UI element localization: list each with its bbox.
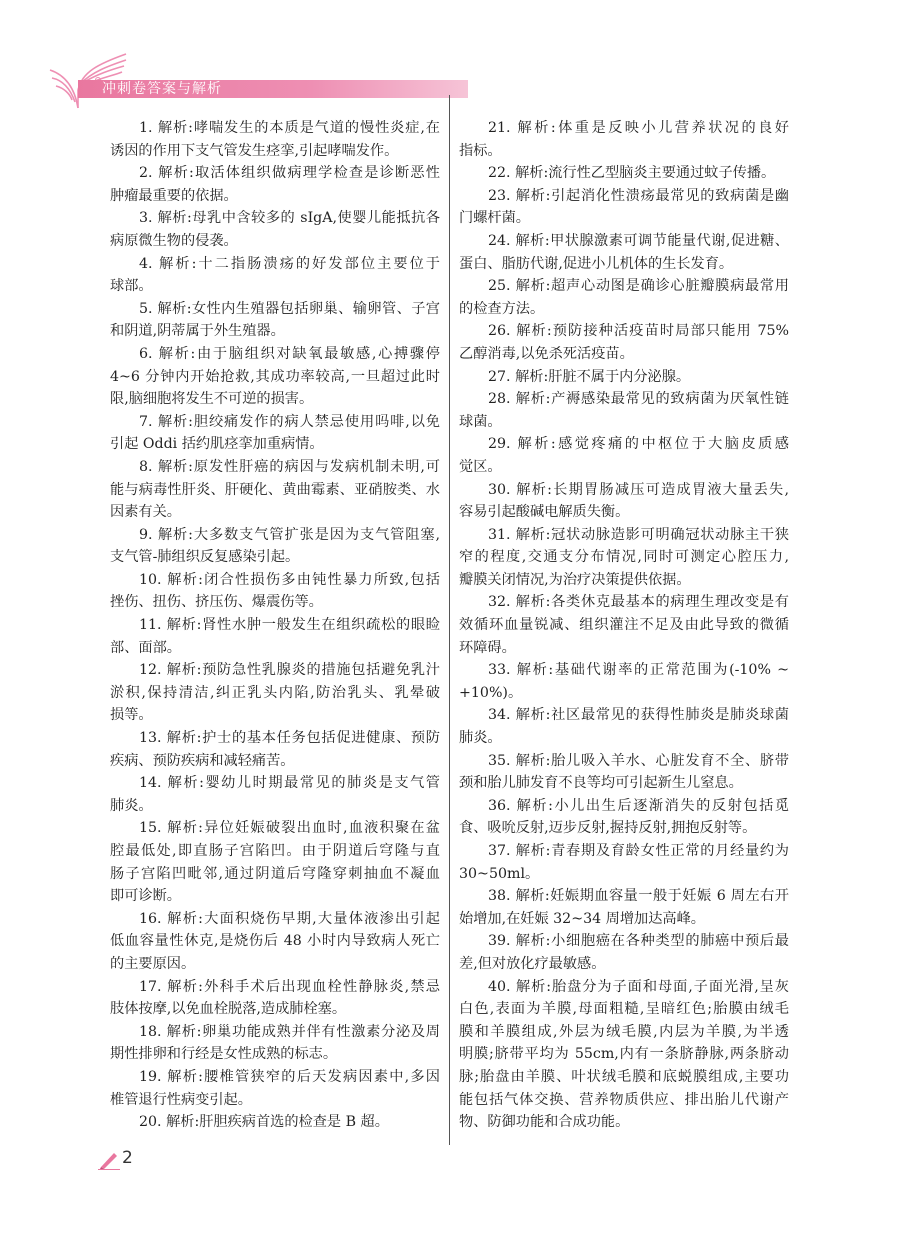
answer-line: 14. 解析:婴幼儿时期最常见的肺炎是支气管 — [139, 775, 440, 792]
answer-item — [459, 162, 789, 185]
answer-item — [110, 411, 440, 456]
answer-line: 肢体按摩,以免血栓脱落,造成肺栓塞。 — [110, 1001, 347, 1018]
answer-line: 31. 解析:冠状动脉造影可明确冠状动脉主干狭 — [488, 526, 789, 543]
answer-item — [459, 117, 789, 162]
answer-line: 12. 解析:预防急性乳腺炎的措施包括避免乳汁 — [139, 662, 440, 679]
answer-item — [110, 569, 440, 614]
answer-line: 25. 解析:超声心动图是确诊心脏瓣膜病最常用 — [488, 278, 789, 295]
answer-line: 即可诊断。 — [110, 888, 181, 905]
answer-line: 5. 解析:女性内生殖器包括卵巢、输卵管、子宫 — [139, 300, 440, 317]
answer-line: 35. 解析:胎儿吸入羊水、心脏发育不全、脐带 — [488, 752, 789, 769]
answer-line: 37. 解析:青春期及育龄女性正常的月经量约为 — [488, 843, 789, 859]
answer-line: 诱因的作用下支气管发生痉挛,引起哮喘发作。 — [110, 142, 399, 159]
answer-line: 22. 解析:流行性乙型脑炎主要通过蚊子传播。 — [488, 165, 776, 182]
answer-line: 和阴道,阴蒂属于外生殖器。 — [110, 323, 285, 340]
answer-line: 蛋白、脂肪代谢,促进小儿机体的生长发育。 — [459, 255, 734, 272]
answer-line: 引起 Oddi 括约肌痉挛加重病情。 — [110, 436, 324, 453]
answer-item — [110, 162, 440, 207]
answer-item — [110, 456, 440, 524]
answer-line: 的主要原因。 — [110, 955, 196, 972]
answer-line: 26. 解析:预防接种活疫苗时局部只能用 75% — [488, 323, 789, 340]
answer-line: 因素有关。 — [110, 504, 181, 521]
answer-line: 2. 解析:取活体组织做病理学检查是诊断恶性 — [139, 165, 440, 182]
answer-line: 低血容量性休克,是烧伤后 48 小时内导致病人死亡 — [110, 933, 440, 950]
answer-line: 病原微生物的侵袭。 — [110, 232, 238, 249]
answer-line: 容易引起酸碱电解质失衡。 — [459, 504, 630, 521]
answer-line: 瓣膜关闭情况,为治疗决策提供依据。 — [459, 571, 691, 588]
answer-item — [110, 727, 440, 772]
answer-item — [459, 659, 789, 704]
answer-line: 18. 解析:卵巢功能成熟并伴有性激素分泌及周 — [139, 1023, 440, 1040]
answer-item — [110, 1111, 440, 1134]
answer-line: 6. 解析:由于脑组织对缺氧最敏感,心搏骤停 — [139, 345, 440, 362]
answer-line: 肺炎。 — [459, 730, 502, 747]
answer-line: 17. 解析:外科手术后出现血栓性静脉炎,禁忌 — [139, 978, 440, 995]
answer-line: 白色,表面为羊膜,母面粗糙,呈暗红色;胎膜由绒毛 — [459, 1001, 789, 1018]
answer-line: 食、吸吮反射,迈步反射,握持反射,拥抱反射等。 — [459, 820, 757, 837]
answer-line: 球部。 — [110, 278, 153, 295]
answer-item — [459, 479, 789, 524]
answer-line: 指标。 — [459, 142, 502, 159]
answer-item — [459, 366, 789, 389]
answer-line: 19. 解析:腰椎管狭窄的后天发病因素中,多因 — [139, 1068, 440, 1085]
answer-item — [459, 591, 789, 659]
answer-line: 肠子宫陷凹毗邻,通过阴道后穹隆穿刺抽血不凝血 — [110, 865, 440, 882]
answer-line: 27. 解析:肝脏不属于内分泌腺。 — [488, 368, 691, 385]
answer-line: 8. 解析:原发性肝癌的病因与发病机制未明,可 — [139, 458, 440, 475]
answer-item — [110, 1066, 440, 1111]
answer-line: 支气管-肺组织反复感染引起。 — [110, 549, 300, 566]
answer-line: 期性排卵和行经是女性成熟的标志。 — [110, 1046, 338, 1063]
answer-line: 颈和胎儿肺发育不良等均可引起新生儿窒息。 — [459, 775, 743, 792]
answer-line: 28. 解析:产褥感染最常见的致病菌为厌氧性链 — [488, 391, 789, 408]
answer-line: 36. 解析:小儿出生后逐渐消失的反射包括觅 — [488, 797, 789, 814]
answer-item — [110, 343, 440, 411]
answer-item — [459, 795, 789, 840]
answer-line: 34. 解析:社区最常见的获得性肺炎是肺炎球菌 — [488, 707, 789, 724]
answer-line: 乙醇消毒,以免杀死活疫苗。 — [459, 345, 634, 362]
answer-line: 15. 解析:异位妊娠破裂出血时,血液积聚在盆 — [139, 820, 440, 837]
header-title: 冲刺卷答案与解析 — [102, 81, 222, 97]
answer-line: 30. 解析:长期胃肠减压可造成胃液大量丢失, — [488, 481, 789, 498]
answer-line: 环障碍。 — [459, 639, 516, 656]
answer-item — [110, 817, 440, 907]
answer-item — [459, 230, 789, 275]
answer-line: 29. 解析:感觉疼痛的中枢位于大脑皮质感 — [488, 436, 789, 453]
answer-line: 挫伤、扭伤、挤压伤、爆震伤等。 — [110, 594, 323, 611]
answer-item — [459, 185, 789, 230]
answer-line: 39. 解析:小细胞癌在各种类型的肺癌中预后最 — [488, 933, 789, 950]
answer-line: 能包括气体交换、营养物质供应、排出胎儿代谢产 — [459, 1091, 789, 1108]
answer-line: 物、防御功能和合成功能。 — [459, 1114, 630, 1131]
answer-line: 7. 解析:胆绞痛发作的病人禁忌使用吗啡,以免 — [139, 413, 440, 430]
answer-line: 38. 解析:妊娠期血容量一般于妊娠 6 周左右开 — [488, 888, 789, 905]
answer-line: 觉区。 — [459, 458, 502, 475]
answer-line: 20. 解析:肝胆疾病首选的检查是 B 超。 — [139, 1114, 389, 1131]
answer-item — [459, 433, 789, 478]
answer-item — [459, 976, 789, 1134]
answer-line: 肺炎。 — [110, 797, 153, 814]
answer-item — [110, 659, 440, 727]
answer-item — [459, 750, 789, 795]
answer-item — [459, 930, 789, 975]
answer-line: 球菌。 — [459, 413, 502, 430]
answer-item — [110, 908, 440, 976]
answer-item — [110, 524, 440, 569]
answer-line: 16. 解析:大面积烧伤早期,大量体液渗出引起 — [139, 910, 440, 927]
answer-line: 脉;胎盘由羊膜、叶状绒毛膜和底蜕膜组成,主要功 — [459, 1068, 789, 1085]
answer-line: 32. 解析:各类休克最基本的病理生理改变是有 — [488, 594, 789, 611]
answer-line: 1. 解析:哮喘发生的本质是气道的慢性炎症,在 — [139, 120, 440, 136]
answer-item — [110, 976, 440, 1021]
answer-item — [110, 772, 440, 817]
answer-line: 肿瘤最重要的依据。 — [110, 187, 238, 204]
answer-item — [110, 117, 440, 162]
answer-line: 21. 解析:体重是反映小儿营养状况的良好 — [488, 120, 789, 136]
answer-line: 疾病、预防疾病和减轻痛苦。 — [110, 752, 295, 769]
answer-line: 始增加,在妊娠 32~34 周增加达高峰。 — [459, 910, 705, 927]
answer-line: 40. 解析:胎盘分为子面和母面,子面光滑,呈灰 — [488, 978, 789, 995]
answer-line: 4~6 分钟内开始抢救,其成功率较高,一旦超过此时 — [110, 368, 440, 385]
pencil-icon — [98, 1150, 120, 1170]
answer-item — [110, 253, 440, 298]
answer-line: 13. 解析:护士的基本任务包括促进健康、预防 — [139, 730, 440, 747]
answer-line: 损等。 — [110, 707, 153, 724]
answer-item — [110, 614, 440, 659]
answer-line: 33. 解析:基础代谢率的正常范围为(-10% ~ — [488, 662, 789, 679]
answer-line: 膜和羊膜组成,外层为绒毛膜,内层为羊膜,为半透 — [459, 1023, 789, 1040]
answer-line: 明膜;脐带平均为 55cm,内有一条脐静脉,两条脐动 — [459, 1046, 789, 1063]
answer-line: 11. 解析:肾性水肿一般发生在组织疏松的眼睑 — [139, 617, 440, 634]
answer-line: 30~50ml。 — [459, 865, 540, 882]
answer-line: 椎管退行性病变引起。 — [110, 1091, 252, 1108]
answer-item — [459, 524, 789, 592]
answer-line: 腔最低处,即直肠子宫陷凹。由于阴道后穹隆与直 — [110, 843, 440, 859]
answer-item — [110, 207, 440, 252]
column-divider — [449, 95, 450, 1145]
answer-line: 的检查方法。 — [459, 300, 545, 317]
answer-line: 23. 解析:引起消化性溃疡最常见的致病菌是幽 — [488, 187, 789, 204]
answer-item — [459, 840, 789, 885]
answer-line: 门螺杆菌。 — [459, 210, 530, 227]
answer-line: 限,脑细胞将发生不可逆的损害。 — [110, 391, 314, 408]
answer-line: 窄的程度,交通支分布情况,同时可测定心腔压力, — [459, 549, 789, 566]
right-column — [459, 117, 789, 1134]
answer-item — [459, 275, 789, 320]
answer-line: +10%)。 — [459, 684, 523, 701]
answer-line: 差,但对放化疗最敏感。 — [459, 955, 606, 972]
answer-item — [459, 320, 789, 365]
answer-item — [110, 1021, 440, 1066]
answer-line: 淤积,保持清洁,纠正乳头内陷,防治乳头、乳晕破 — [110, 684, 440, 701]
answer-line: 4. 解析:十二指肠溃疡的好发部位主要位于 — [139, 255, 440, 272]
page-number: 2 — [122, 1148, 133, 1168]
answer-line: 10. 解析:闭合性损伤多由钝性暴力所致,包括 — [139, 571, 440, 588]
answer-line: 9. 解析:大多数支气管扩张是因为支气管阻塞, — [139, 526, 440, 543]
answer-item — [459, 388, 789, 433]
answer-line: 能与病毒性肝炎、肝硬化、黄曲霉素、亚硝胺类、水 — [110, 481, 440, 498]
answer-line: 24. 解析:甲状腺激素可调节能量代谢,促进糖、 — [488, 232, 789, 249]
answer-line: 3. 解析:母乳中含较多的 sIgA,使婴儿能抵抗各 — [139, 210, 440, 227]
answer-item — [110, 298, 440, 343]
answer-item — [459, 704, 789, 749]
answer-line: 效循环血量锐减、组织灌注不足及由此导致的微循 — [459, 617, 789, 634]
answer-line: 部、面部。 — [110, 639, 181, 656]
answer-item — [459, 885, 789, 930]
left-column — [110, 117, 440, 1134]
